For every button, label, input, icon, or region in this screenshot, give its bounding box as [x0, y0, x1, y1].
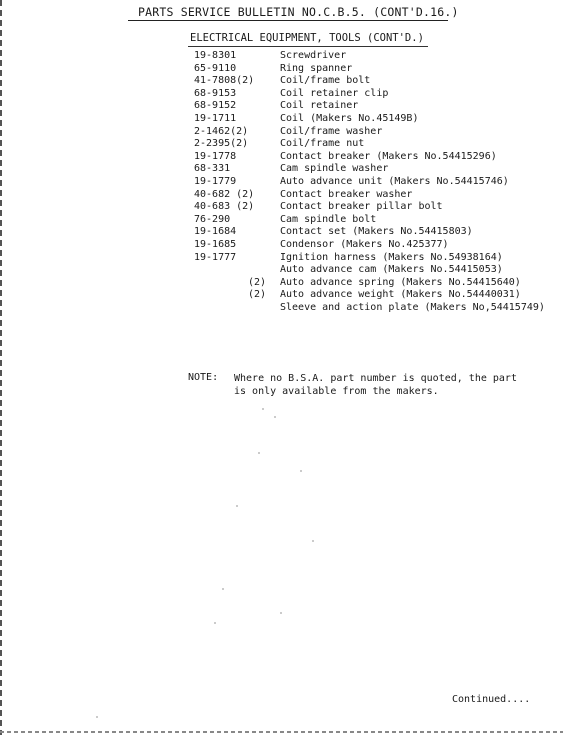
- parts-row: [0, 264, 563, 277]
- part-number: 68-9152: [194, 100, 237, 112]
- part-qty: (2): [248, 289, 267, 301]
- part-number: 19-1684: [194, 226, 237, 238]
- part-description: Coil retainer clip: [280, 87, 389, 99]
- part-description: Cam spindle bolt: [280, 213, 377, 225]
- part-number: 68-9153: [194, 87, 237, 99]
- part-number: 19-1777: [194, 251, 237, 263]
- part-number: 65-9110: [194, 62, 237, 74]
- section-underline: [188, 46, 428, 47]
- parts-row: [0, 113, 563, 126]
- part-description: Sleeve and action plate (Makers No,54415749): [280, 301, 545, 313]
- scan-speck: [274, 416, 276, 418]
- parts-row: [0, 252, 563, 265]
- part-description: Coil retainer: [280, 100, 359, 112]
- parts-row: [0, 100, 563, 113]
- note-label: NOTE:: [188, 372, 219, 383]
- parts-row: [0, 176, 563, 189]
- part-description: Coil/frame nut: [280, 138, 365, 150]
- part-description: Coil/frame bolt: [280, 75, 371, 87]
- scan-speck: [312, 540, 314, 542]
- part-number: 2-2395(2): [194, 138, 249, 150]
- part-description: Auto advance weight (Makers No.54440031): [280, 289, 521, 301]
- parts-row: [0, 63, 563, 76]
- part-description: Ignition harness (Makers No.54938164): [280, 251, 503, 263]
- continued-footer: Continued....: [452, 694, 531, 705]
- part-number: 68-331: [194, 163, 231, 175]
- parts-row: [0, 277, 563, 290]
- parts-row: [0, 151, 563, 164]
- page-bottom-edge: [0, 731, 563, 733]
- part-description: Auto advance unit (Makers No.54415746): [280, 175, 509, 187]
- parts-row: [0, 226, 563, 239]
- part-description: Contact breaker (Makers No.54415296): [280, 150, 497, 162]
- part-number: 19-1778: [194, 150, 237, 162]
- parts-row: [0, 75, 563, 88]
- part-description: Condensor (Makers No.425377): [280, 238, 449, 250]
- part-number: 19-8301: [194, 50, 237, 61]
- part-description: Coil/frame washer: [280, 125, 383, 137]
- section-heading: ELECTRICAL EQUIPMENT, TOOLS (CONT'D.): [190, 32, 424, 44]
- parts-row: [0, 214, 563, 227]
- part-number: 19-1685: [194, 238, 237, 250]
- parts-list: [0, 50, 563, 314]
- part-description: Screwdriver: [280, 50, 347, 61]
- part-description: Auto advance cam (Makers No.54415053): [280, 264, 503, 276]
- parts-row: [0, 302, 563, 315]
- part-description: Contact breaker pillar bolt: [280, 201, 443, 213]
- scan-speck: [236, 505, 238, 507]
- parts-row: [0, 289, 563, 302]
- part-number: 76-290: [194, 213, 231, 225]
- parts-row: [0, 88, 563, 101]
- note-text: Where no B.S.A. part number is quoted, the part is only available from the makers.: [234, 373, 517, 397]
- part-number: 19-1779: [194, 175, 237, 187]
- parts-row: [0, 50, 563, 63]
- parts-row: [0, 189, 563, 202]
- part-number: 2-1462(2): [194, 125, 249, 137]
- parts-row: [0, 239, 563, 252]
- scan-speck: [96, 716, 98, 718]
- part-description: Contact breaker washer: [280, 188, 413, 200]
- parts-row: [0, 138, 563, 151]
- part-number: 40-682 (2): [194, 188, 255, 200]
- part-description: Cam spindle washer: [280, 163, 389, 175]
- part-number: 41-7808(2): [194, 75, 255, 87]
- part-description: Ring spanner: [280, 62, 353, 74]
- title-underline: [128, 20, 448, 21]
- scan-speck: [280, 612, 282, 614]
- part-description: Contact set (Makers No.54415803): [280, 226, 473, 238]
- scan-speck: [258, 452, 260, 454]
- part-number: 19-1711: [194, 112, 237, 124]
- parts-row: [0, 163, 563, 176]
- part-number: 40-683 (2): [194, 201, 255, 213]
- parts-row: [0, 126, 563, 139]
- parts-row: [0, 201, 563, 214]
- scan-speck: [262, 408, 264, 410]
- part-qty: (2): [248, 276, 267, 288]
- part-description: Auto advance spring (Makers No.54415640): [280, 276, 521, 288]
- bulletin-title: PARTS SERVICE BULLETIN NO.C.B.5. (CONT'D.16.): [138, 5, 459, 19]
- part-description: Coil (Makers No.45149B): [280, 112, 419, 124]
- scan-speck: [214, 622, 216, 624]
- scan-speck: [222, 588, 224, 590]
- scan-speck: [300, 470, 302, 472]
